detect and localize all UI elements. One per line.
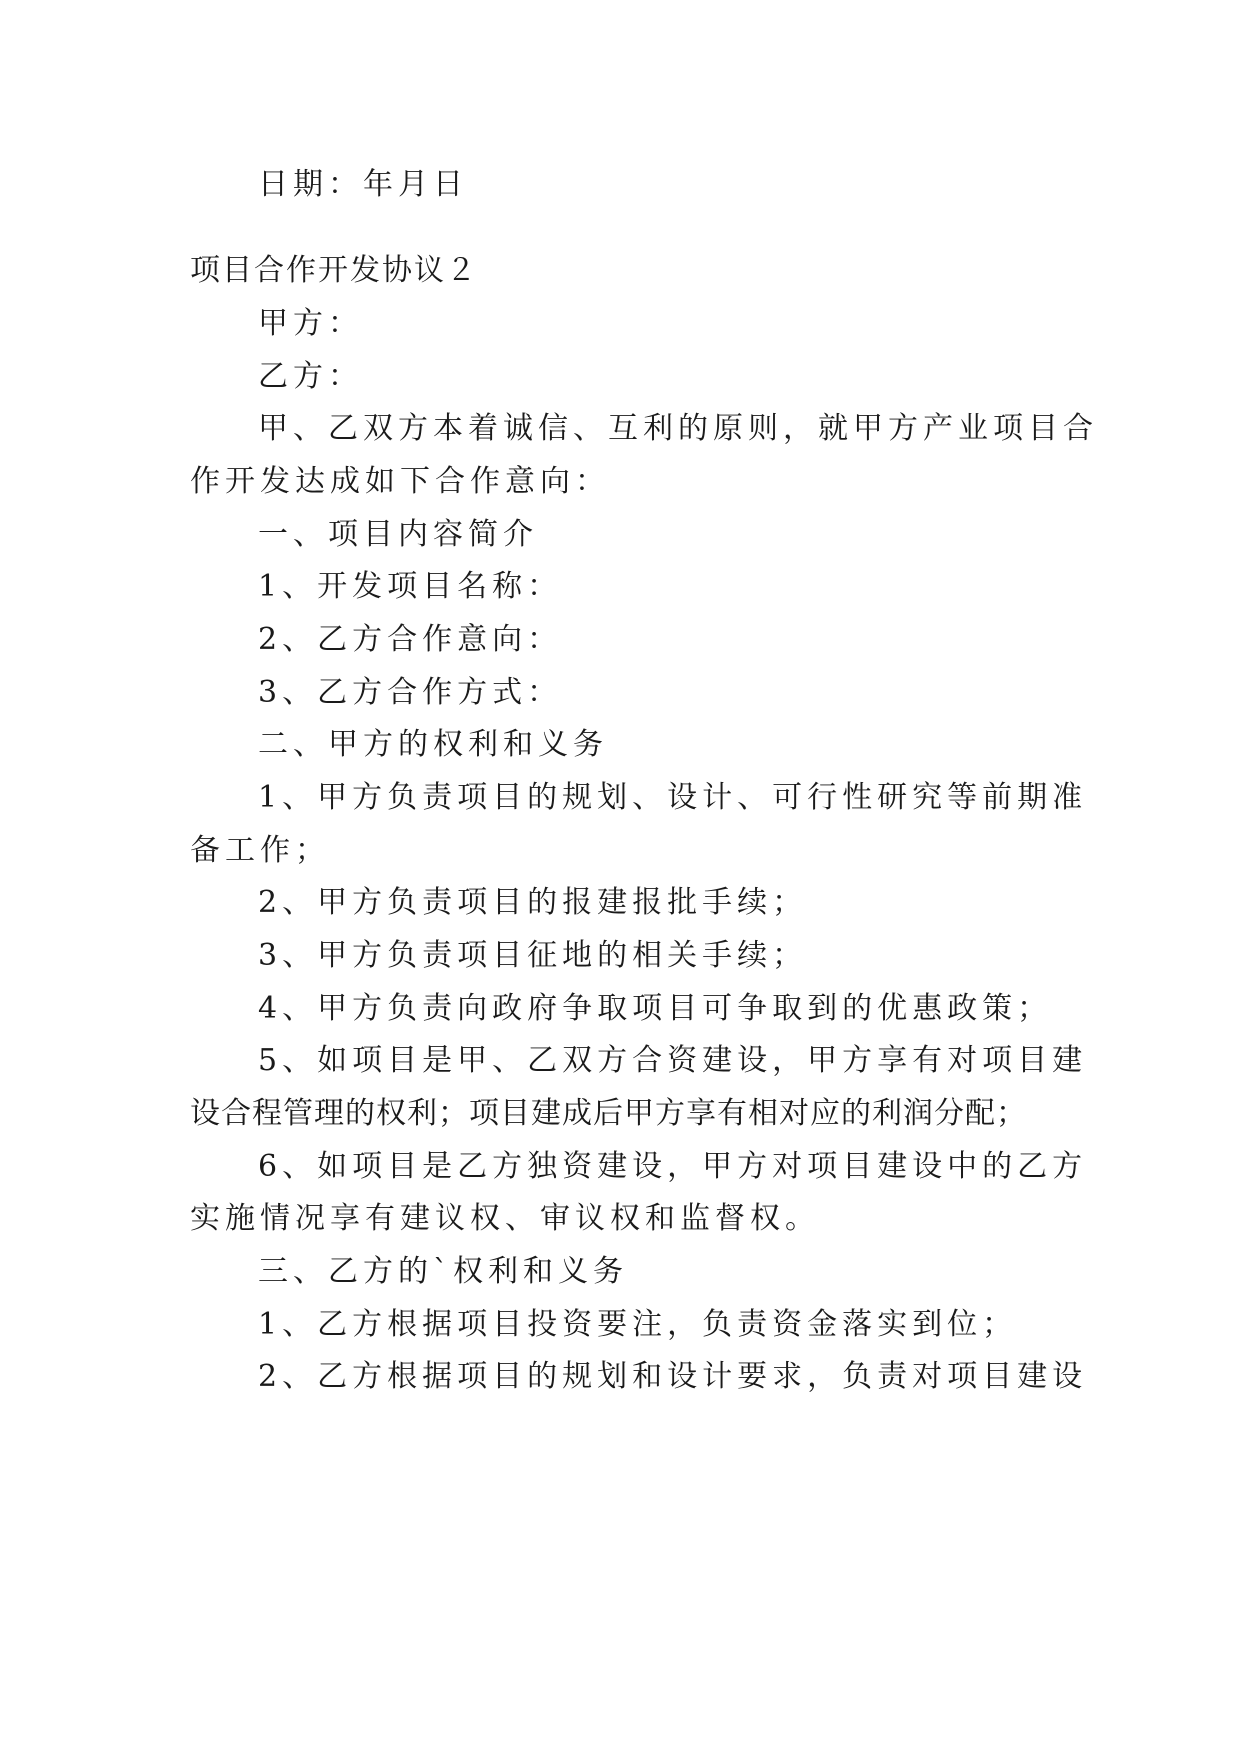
paragraph-line: 1、开发项目名称： — [258, 569, 563, 604]
paragraph-line: 3、乙方合作方式： — [258, 675, 563, 710]
paragraph-line: 6、如项目是乙方独资建设，甲方对项目建设中的乙方 — [258, 1149, 1088, 1184]
party-b-line: 乙方： — [258, 359, 363, 394]
paragraph-line: 2、乙方合作意向： — [258, 622, 563, 657]
paragraph-line: 甲、乙双方本着诚信、互利的原则，就甲方产业项目合 — [258, 411, 1098, 446]
paragraph-line: 设合程管理的权利；项目建成后甲方享有相对应的利润分配； — [190, 1096, 1027, 1131]
paragraph-line: 2、乙方根据项目的规划和设计要求，负责对项目建设 — [258, 1359, 1088, 1394]
paragraph-line: 备工作； — [190, 833, 330, 868]
paragraph-line: 5、如项目是甲、乙双方合资建设，甲方享有对项目建 — [258, 1043, 1088, 1078]
section-heading: 三、乙方的`权利和义务 — [258, 1254, 628, 1289]
paragraph-line: 4、甲方负责向政府争取项目可争取到的优惠政策； — [258, 991, 1053, 1026]
paragraph-line: 3、甲方负责项目征地的相关手续； — [258, 938, 808, 973]
document-title: 项目合作开发协议２ — [190, 253, 478, 288]
paragraph-line: 1、甲方负责项目的规划、设计、可行性研究等前期准 — [258, 780, 1088, 815]
paragraph-line: 作开发达成如下合作意向： — [190, 464, 610, 499]
paragraph-line: 1、乙方根据项目投资要注，负责资金落实到位； — [258, 1307, 1018, 1342]
section-heading: 一、项目内容简介 — [258, 517, 538, 552]
date-line: 日期：年月日 — [258, 167, 468, 202]
party-a-line: 甲方： — [258, 306, 363, 341]
section-heading: 二、甲方的权利和义务 — [258, 727, 608, 762]
paragraph-line: 2、甲方负责项目的报建报批手续； — [258, 885, 808, 920]
paragraph-line: 实施情况享有建议权、审议权和监督权。 — [190, 1201, 820, 1236]
